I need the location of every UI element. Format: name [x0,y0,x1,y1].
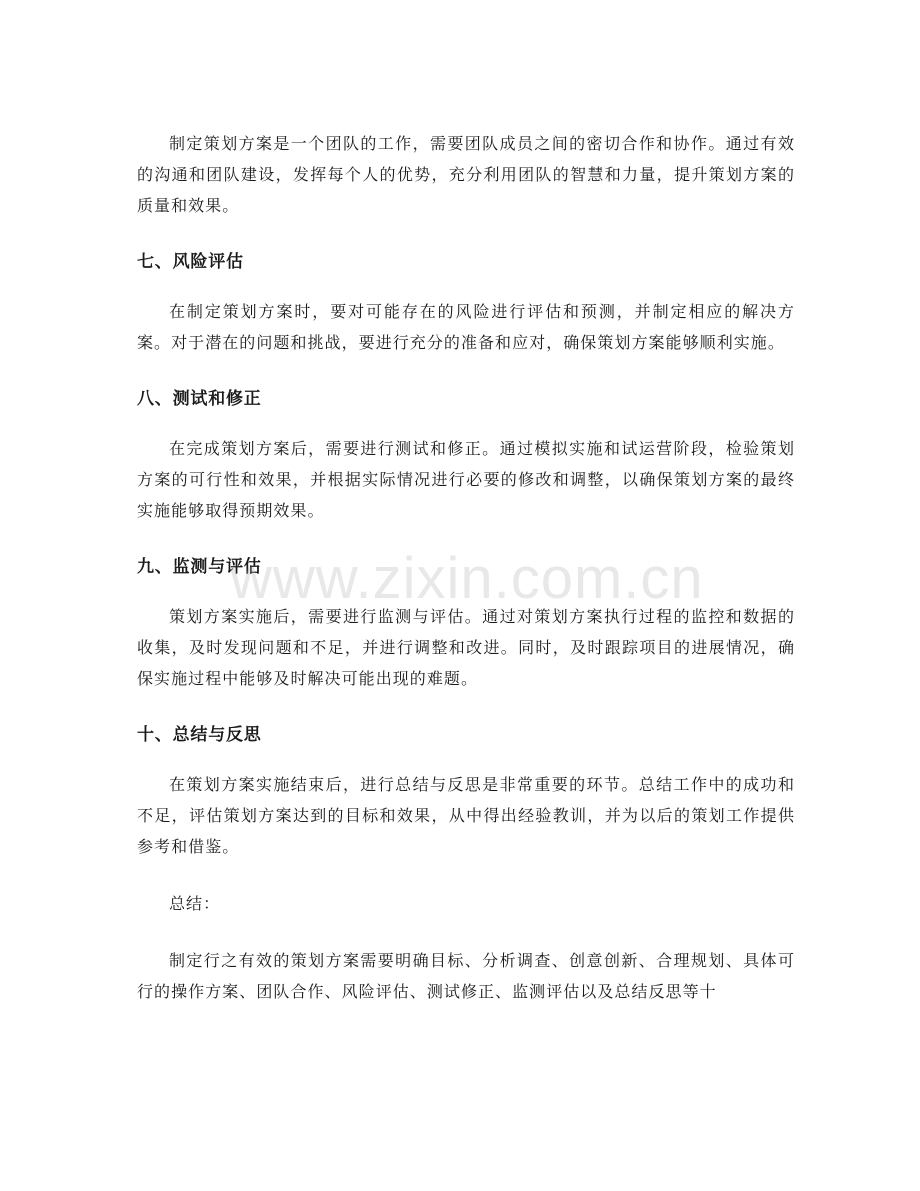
paragraph-teamwork: 制定策划方案是一个团队的工作，需要团队成员之间的密切合作和协作。通过有效的沟通和团队建设，发挥每个人的优势，充分利用团队的智慧和力量，提升策划方案的质量和效果。 [137,134,795,215]
heading-testing-correction: 八、测试和修正 [137,389,262,409]
paragraph-monitoring-evaluation: 策划方案实施后，需要进行监测与评估。通过对策划方案执行过程的监控和数据的收集，及时发现问题和不足，并进行调整和改进。同时，及时跟踪项目的进展情况，确保实施过程中能够及时解决可能出现的难题。 [137,607,795,688]
paragraph-testing-correction: 在完成策划方案后，需要进行测试和修正。通过模拟实施和试运营阶段，检验策划方案的可行性和效果，并根据实际情况进行必要的修改和调整，以确保策划方案的最终实施能够取得预期效果。 [137,439,795,520]
paragraph-conclusion: 制定行之有效的策划方案需要明确目标、分析调查、创意创新、合理规划、具体可行的操作方案、团队合作、风险评估、测试修正、监测评估以及总结反思等十 [137,951,795,1001]
heading-risk-assessment: 七、风险评估 [137,252,244,272]
watermark-text: www.zixin.com.cn [230,546,704,611]
document-body [137,128,795,1007]
summary-label: 总结： [169,894,221,913]
heading-monitoring-evaluation: 九、监测与评估 [137,557,262,577]
paragraph-risk-assessment: 在制定策划方案时，要对可能存在的风险进行评估和预测，并制定相应的解决方案。对于潜在的问题和挑战，要进行充分的准备和应对，确保策划方案能够顺利实施。 [137,302,795,352]
paragraph-summary-reflection: 在策划方案实施结束后，进行总结与反思是非常重要的环节。总结工作中的成功和不足，评估策划方案达到的目标和效果，从中得出经验教训，并为以后的策划工作提供参考和借鉴。 [137,775,795,856]
heading-summary-reflection: 十、总结与反思 [137,725,262,745]
